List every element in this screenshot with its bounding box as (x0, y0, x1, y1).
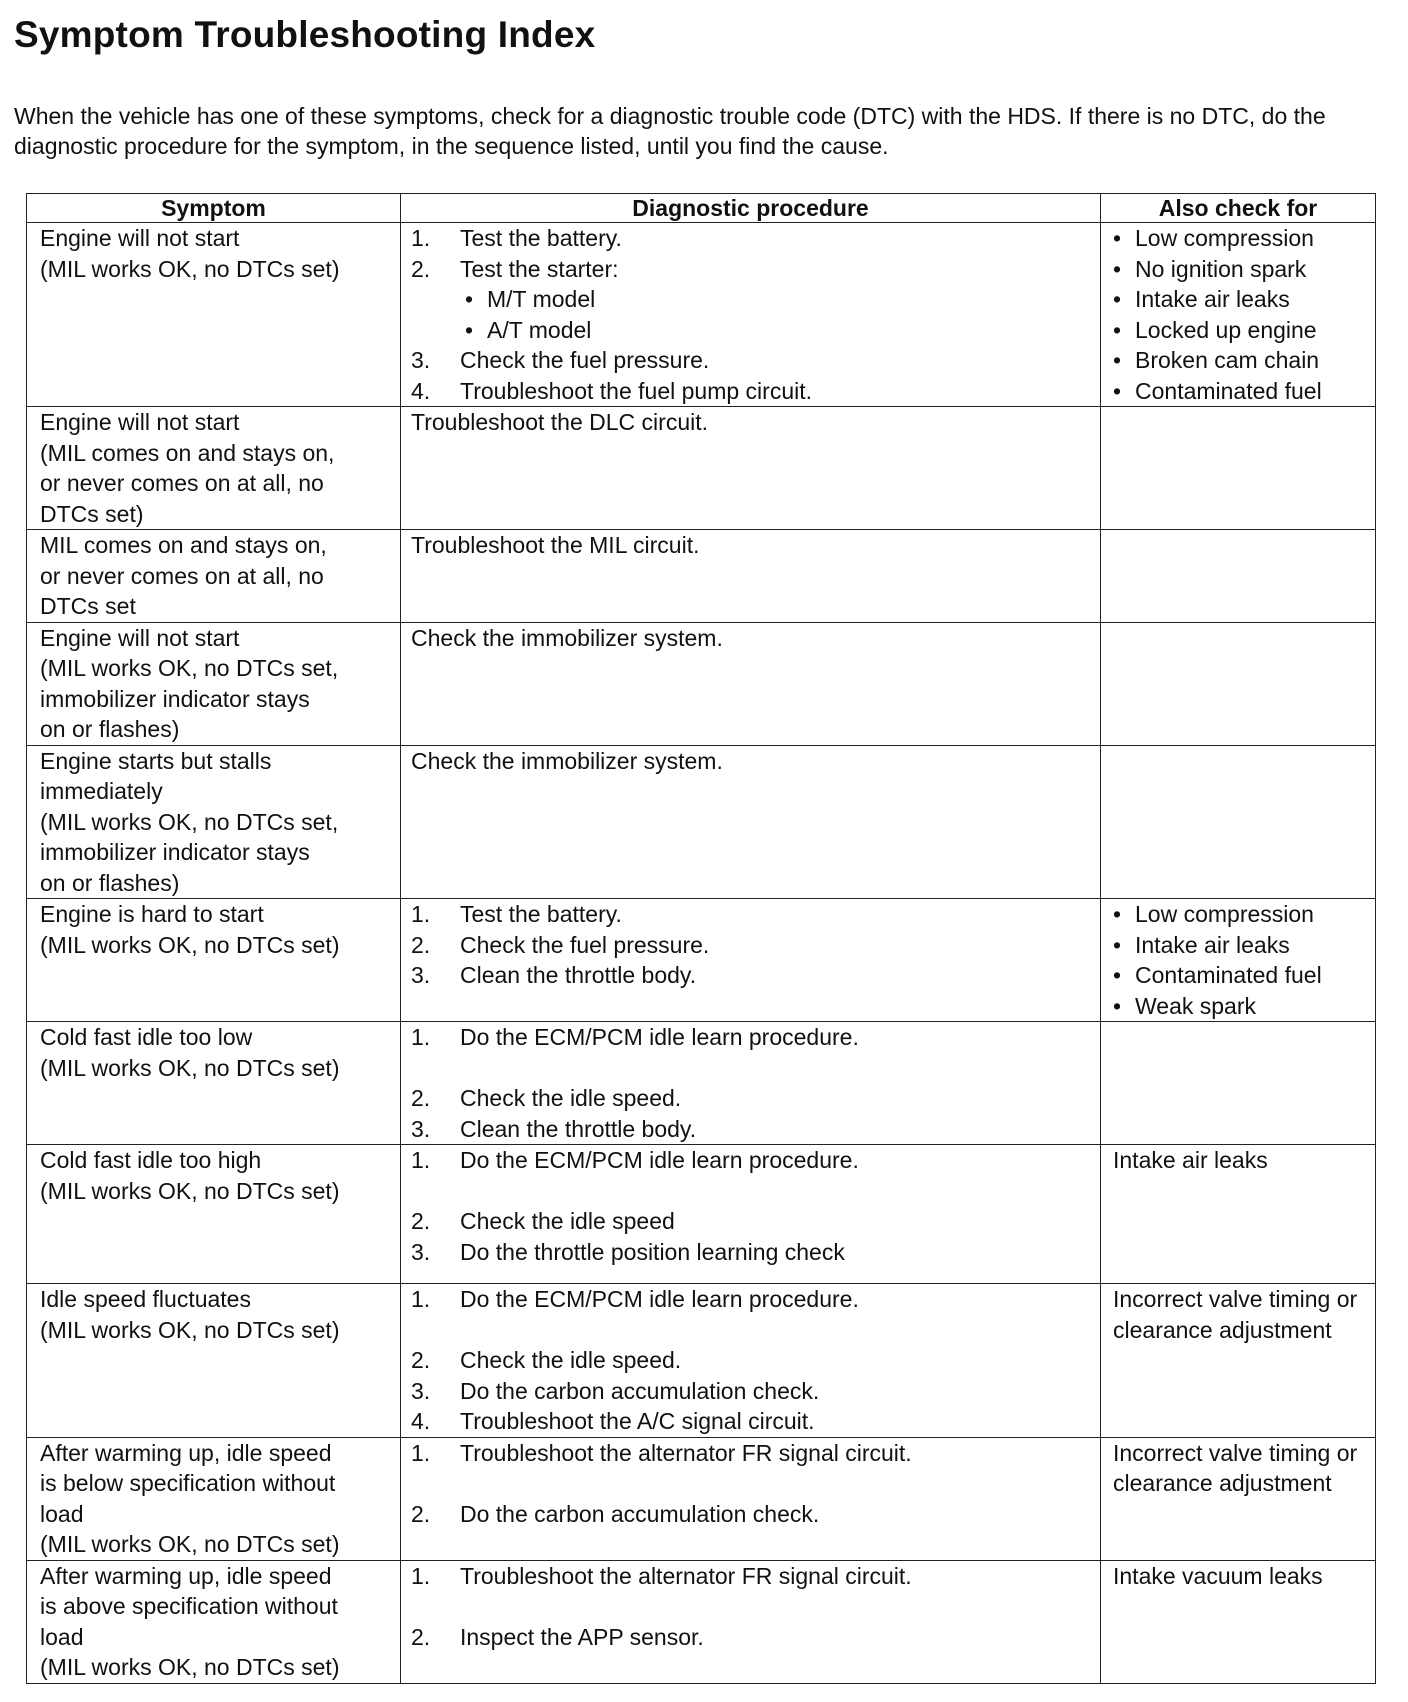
step-text: Test the battery. (460, 225, 622, 251)
procedure-step (411, 1345, 1090, 1376)
page-title: Symptom Troubleshooting Index (14, 14, 596, 55)
table-row (27, 1560, 1376, 1683)
procedure-cell (401, 1284, 1101, 1438)
step-number: 2. (411, 1085, 431, 1111)
procedure-step (411, 1499, 1090, 1530)
procedure-step (411, 376, 1090, 407)
step-text: Troubleshoot the alternator FR signal circuit. (460, 1562, 912, 1589)
step-number: 2. (411, 1500, 431, 1527)
step-number: 3. (411, 962, 431, 988)
procedure-cell (401, 622, 1101, 745)
step-number: 2. (411, 931, 431, 958)
table-row (27, 1145, 1376, 1284)
step-number: 2. (411, 1347, 431, 1373)
table-row (27, 223, 1376, 407)
symptom-cell: Engine is hard to start (MIL works OK, no DTCs set) (27, 899, 401, 1022)
also-check-item: • Contaminated fuel (1113, 960, 1371, 991)
step-number: 1. (411, 1024, 431, 1050)
step-number: 1. (411, 901, 431, 927)
also-check-cell (1101, 1145, 1376, 1284)
table-row (27, 622, 1376, 745)
step-text: Check the fuel pressure. (460, 347, 710, 373)
procedure-step (411, 930, 1090, 961)
procedure-text: Troubleshoot the DLC circuit. (411, 409, 709, 435)
step-number: 4. (411, 1408, 431, 1434)
also-check-item: • Intake air leaks (1113, 930, 1371, 961)
procedure-step (411, 1376, 1090, 1407)
header-also-check: Also check for (1101, 194, 1376, 223)
table-row (27, 899, 1376, 1022)
procedure-step (411, 223, 1090, 254)
also-check-cell (1101, 899, 1376, 1022)
table-row (27, 530, 1376, 623)
also-check-item: • Weak spark (1113, 991, 1371, 1022)
step-number: 4. (411, 377, 431, 404)
step-text: Do the carbon accumulation check. (460, 1500, 820, 1527)
step-text: Check the idle speed. (460, 1085, 682, 1111)
also-check-text: Incorrect valve timing or clearance adjustment (1113, 1439, 1358, 1496)
procedure-step (411, 1083, 1090, 1114)
step-text: Test the battery. (460, 901, 622, 927)
step-text: Troubleshoot the alternator FR signal circuit. (460, 1439, 912, 1466)
procedure-step (411, 345, 1090, 376)
symptom-cell: Idle speed fluctuates (MIL works OK, no DTCs set) (27, 1284, 401, 1438)
also-check-item: • Contaminated fuel (1113, 376, 1371, 407)
symptom-cell: Engine will not start (MIL works OK, no DTCs set, immobilizer indicator stays on or flashes) (27, 622, 401, 745)
sub-item-text: • M/T model (465, 286, 595, 312)
step-text: Do the carbon accumulation check. (460, 1377, 820, 1404)
also-check-cell (1101, 1284, 1376, 1438)
table-body (27, 223, 1376, 1684)
procedure-cell (401, 223, 1101, 407)
also-check-item: • Locked up engine (1113, 315, 1371, 346)
step-text: Check the idle speed (460, 1208, 675, 1234)
also-check-item: • Low compression (1113, 899, 1371, 930)
step-text: Do the ECM/PCM idle learn procedure. (460, 1286, 859, 1312)
procedure-cell (401, 530, 1101, 623)
procedure-step (411, 254, 1090, 285)
procedure-step (411, 1438, 1090, 1469)
also-check-cell (1101, 223, 1376, 407)
procedure-text: Check the immobilizer system. (411, 747, 723, 774)
procedure-step (411, 1114, 1090, 1145)
symptom-cell: Cold fast idle too low (MIL works OK, no DTCs set) (27, 1022, 401, 1145)
step-number: 1. (411, 225, 431, 251)
procedure-cell (401, 1145, 1101, 1284)
step-text: Do the ECM/PCM idle learn procedure. (460, 1024, 859, 1050)
procedure-step (411, 960, 1090, 991)
also-check-cell (1101, 1022, 1376, 1145)
also-check-cell (1101, 745, 1376, 899)
header-row (27, 194, 1376, 223)
procedure-cell (401, 899, 1101, 1022)
step-number: 1. (411, 1286, 431, 1312)
header-procedure: Diagnostic procedure (401, 194, 1101, 223)
procedure-step (411, 1622, 1090, 1653)
procedure-cell (401, 1437, 1101, 1560)
procedure-step (411, 1284, 1090, 1315)
step-text: Troubleshoot the fuel pump circuit. (460, 377, 812, 404)
symptom-cell: MIL comes on and stays on, or never comes on at all, no DTCs set (27, 530, 401, 623)
step-text: Clean the throttle body. (460, 962, 697, 988)
procedure-step (411, 1561, 1090, 1592)
procedure-cell (401, 745, 1101, 899)
table-row (27, 1022, 1376, 1145)
step-number: 1. (411, 1439, 431, 1466)
also-check-item: • Broken cam chain (1113, 345, 1371, 376)
procedure-cell (401, 1560, 1101, 1683)
symptom-cell: Cold fast idle too high (MIL works OK, no DTCs set) (27, 1145, 401, 1284)
step-number: 3. (411, 347, 431, 373)
header-symptom: Symptom (27, 194, 401, 223)
step-text: Inspect the APP sensor. (460, 1623, 704, 1650)
procedure-text: Troubleshoot the MIL circuit. (411, 532, 700, 558)
procedure-step (411, 1022, 1090, 1053)
step-text: Clean the throttle body. (460, 1115, 697, 1142)
step-text: Do the ECM/PCM idle learn procedure. (460, 1147, 859, 1173)
procedure-text: Check the immobilizer system. (411, 624, 723, 651)
step-text: Check the idle speed. (460, 1347, 682, 1373)
symptom-cell: After warming up, idle speed is below specification without load (MIL works OK, no DTCs set) (27, 1437, 401, 1560)
step-text: Troubleshoot the A/C signal circuit. (460, 1408, 815, 1434)
symptom-table (26, 193, 1376, 1684)
procedure-step (411, 1237, 1090, 1268)
procedure-sub-item (411, 315, 1090, 346)
intro-paragraph: When the vehicle has one of these symptoms, check for a diagnostic trouble code (DTC) with the HDS. If there is no DTC, do the diagnostic procedure for the symptom, in the sequence listed, until you find the cause. (14, 103, 1326, 159)
also-check-item: • No ignition spark (1113, 254, 1371, 285)
table-row (27, 1437, 1376, 1560)
step-text: Test the starter: (460, 255, 619, 282)
step-number: 3. (411, 1115, 431, 1142)
also-check-text: Incorrect valve timing or clearance adjustment (1113, 1286, 1358, 1343)
symptom-cell: Engine will not start (MIL works OK, no DTCs set) (27, 223, 401, 407)
step-number: 1. (411, 1147, 431, 1173)
also-check-text: Intake vacuum leaks (1113, 1562, 1323, 1589)
step-number: 2. (411, 1208, 431, 1234)
procedure-sub-item (411, 284, 1090, 315)
also-check-cell (1101, 530, 1376, 623)
table-row (27, 1284, 1376, 1438)
symptom-cell: Engine starts but stalls immediately (MIL works OK, no DTCs set, immobilizer indicator stays on or flashes) (27, 745, 401, 899)
procedure-step (411, 899, 1090, 930)
also-check-text: Intake air leaks (1113, 1147, 1268, 1173)
symptom-cell: After warming up, idle speed is above specification without load (MIL works OK, no DTCs set) (27, 1560, 401, 1683)
procedure-cell (401, 1022, 1101, 1145)
also-check-cell (1101, 622, 1376, 745)
sub-item-text: • A/T model (465, 317, 591, 343)
symptom-cell: Engine will not start (MIL comes on and stays on, or never comes on at all, no DTCs set) (27, 407, 401, 530)
also-check-cell (1101, 407, 1376, 530)
step-text: Do the throttle position learning check (460, 1238, 845, 1265)
step-number: 1. (411, 1562, 431, 1589)
procedure-cell (401, 407, 1101, 530)
procedure-step (411, 1145, 1090, 1176)
table-row (27, 745, 1376, 899)
procedure-step (411, 1206, 1090, 1237)
step-number: 2. (411, 255, 431, 282)
step-number: 2. (411, 1623, 431, 1650)
table-row (27, 407, 1376, 530)
also-check-cell (1101, 1560, 1376, 1683)
also-check-item: • Intake air leaks (1113, 284, 1371, 315)
also-check-cell (1101, 1437, 1376, 1560)
procedure-step (411, 1406, 1090, 1437)
also-check-item: • Low compression (1113, 223, 1371, 254)
step-text: Check the fuel pressure. (460, 931, 710, 958)
step-number: 3. (411, 1238, 431, 1265)
step-number: 3. (411, 1377, 431, 1404)
